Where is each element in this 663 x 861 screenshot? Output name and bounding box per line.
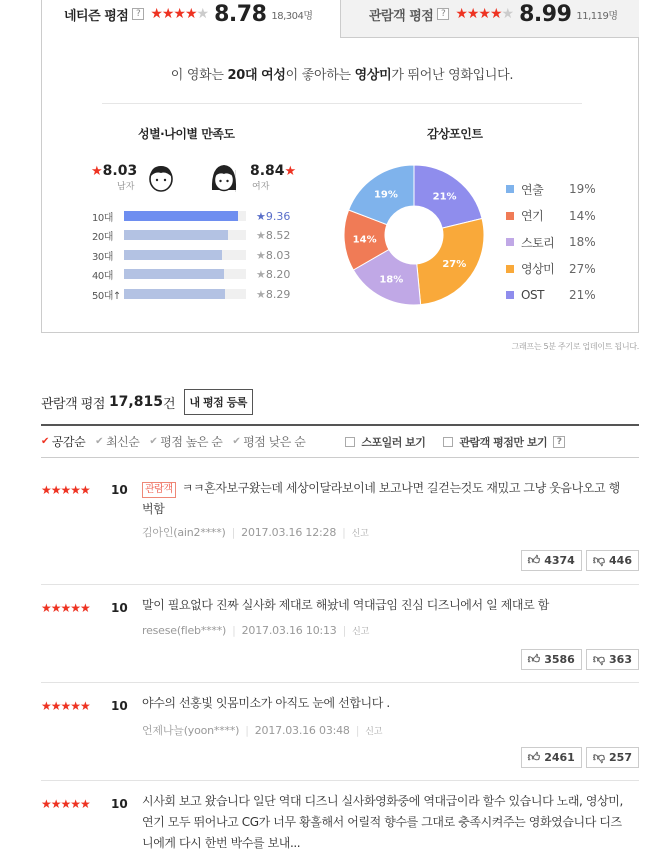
review-body <box>142 478 628 520</box>
age-bar-fill <box>124 289 225 299</box>
review-date: 2017.03.16 03:48 <box>254 724 350 737</box>
legend-item <box>506 282 596 309</box>
like-count: 2461 <box>544 751 575 764</box>
age-label: 40대 <box>92 270 113 282</box>
age-label: 20대 <box>92 231 113 243</box>
star-icon: ★ <box>284 164 297 179</box>
netizen-rating-label: 네티즌 평점 <box>64 8 129 24</box>
check-icon: ✔ <box>95 436 104 447</box>
legend-value: 19% <box>569 182 596 197</box>
legend-item <box>506 229 596 256</box>
review-text: 시사회 보고 왔습니다 일단 역대 디즈니 실사화영화중에 역대급이라 할수 있습니다 노래, 영상미, 연기 모두 뛰어나고 CG가 너무 황홀해서 어릴적 향수를 그대로 충족시켜주는 영화였습니다 디즈니에게 다시 한번 박수를 보내... <box>142 794 623 850</box>
report-link[interactable]: 신고 <box>352 627 370 637</box>
audience-rating-label: 관람객 평점 <box>369 8 434 24</box>
netizen-score: 8.78 <box>214 1 267 27</box>
age-row <box>92 228 290 242</box>
age-score-value: 8.52 <box>265 228 291 242</box>
reviews-count-unit: 건 <box>162 396 176 412</box>
report-link[interactable]: 신고 <box>351 529 369 539</box>
divider: | <box>245 724 249 737</box>
thumbs-down-icon: 👎︎ <box>592 652 606 666</box>
male-label: 남자 <box>117 182 135 192</box>
star-icon: ★★★★ <box>455 6 502 22</box>
help-icon[interactable]: ? <box>437 8 449 20</box>
review-item <box>41 466 639 585</box>
sort-option-label: 평점 높은 순 <box>160 435 223 449</box>
tab-audience-rating[interactable] <box>340 0 639 38</box>
sort-option-label: 평점 낮은 순 <box>243 435 306 449</box>
review-body <box>142 693 628 714</box>
donut-slice-label: 18% <box>379 274 404 286</box>
like-button[interactable] <box>521 649 582 670</box>
legend-label: 연출 <box>521 182 544 197</box>
audience-score: 8.99 <box>519 1 572 27</box>
summary-suffix: 가 뛰어난 영화입니다. <box>391 68 514 83</box>
legend-swatch <box>506 212 514 220</box>
age-bar-fill <box>124 250 222 260</box>
star-icon: ★ <box>256 248 266 262</box>
help-icon[interactable]: ? <box>132 8 144 20</box>
legend-label: 스토리 <box>521 235 555 250</box>
review-date: 2017.03.16 10:13 <box>241 624 337 637</box>
age-bar-track <box>124 230 246 240</box>
legend-item <box>506 256 596 283</box>
dislike-button[interactable] <box>586 550 639 571</box>
thumbs-down-icon: 👎︎ <box>592 553 606 567</box>
summary-mid: 이 좋아하는 <box>285 68 355 83</box>
like-count: 4374 <box>544 554 575 567</box>
audience-only-filter[interactable] <box>443 434 571 450</box>
age-bar-fill <box>124 269 224 279</box>
age-bar-track <box>124 211 246 221</box>
age-score <box>256 249 290 262</box>
sort-option[interactable] <box>41 433 85 450</box>
review-meta <box>142 624 369 637</box>
dislike-count: 363 <box>609 653 632 666</box>
star-empty-icon: ★ <box>196 6 209 22</box>
star-icon: ★ <box>91 164 103 179</box>
sort-option-label: 최신순 <box>106 435 140 449</box>
age-row <box>92 209 290 223</box>
register-rating-button[interactable]: 내 평점 등록 <box>184 389 253 415</box>
female-score-box <box>250 160 296 200</box>
review-score: 10 <box>111 699 128 713</box>
like-button[interactable] <box>521 747 582 768</box>
sort-option[interactable] <box>95 433 139 450</box>
reviews-header <box>41 389 253 415</box>
review-body <box>142 595 628 616</box>
legend-value: 14% <box>569 208 596 223</box>
help-icon[interactable]: ? <box>553 436 565 448</box>
review-item <box>41 683 639 781</box>
divider: | <box>232 624 236 637</box>
report-link[interactable]: 신고 <box>365 727 383 737</box>
legend-item <box>506 176 596 203</box>
legend-label: 영상미 <box>521 262 555 277</box>
star-icon: ★★★★ <box>150 6 197 22</box>
age-bar-track <box>124 289 246 299</box>
legend-swatch <box>506 291 514 299</box>
age-score-value: 9.36 <box>265 209 291 223</box>
graph-update-note: 그래프는 5분 주기로 업데이트 됩니다. <box>511 342 639 351</box>
summary-point: 영상미 <box>354 68 392 83</box>
review-item <box>41 781 639 861</box>
checkbox-icon[interactable] <box>345 437 355 447</box>
sort-option[interactable] <box>149 433 222 450</box>
star-icon: ★ <box>256 287 266 301</box>
age-score <box>256 288 290 301</box>
vote-buttons <box>521 550 639 571</box>
review-meta <box>142 722 382 738</box>
dislike-button[interactable] <box>586 747 639 768</box>
tab-netizen-rating[interactable] <box>42 0 340 38</box>
filter-options <box>345 434 571 450</box>
age-score-value: 8.20 <box>265 267 291 281</box>
male-score: 8.03 <box>102 163 138 179</box>
review-date: 2017.03.16 12:28 <box>241 526 337 539</box>
age-score-value: 8.03 <box>265 248 291 262</box>
dislike-count: 446 <box>609 554 632 567</box>
review-stars: ★★★★★ <box>41 699 90 713</box>
review-author[interactable]: 김아인(ain2****) <box>142 526 226 539</box>
review-stars: ★★★★★ <box>41 483 90 497</box>
age-label: 10대 <box>92 212 113 224</box>
legend-value: 21% <box>569 288 596 303</box>
donut-slice-label: 27% <box>442 259 467 271</box>
star-icon: ★ <box>256 267 266 281</box>
star-icon: ★ <box>256 209 266 223</box>
thumbs-down-icon: 👎︎ <box>592 750 606 764</box>
summary-prefix: 이 영화는 <box>170 68 228 83</box>
reviews-header-title: 관람객 평점 <box>41 396 105 412</box>
age-bar-track <box>124 250 246 260</box>
thumbs-up-icon: 👍︎ <box>527 652 541 666</box>
age-bar-track <box>124 269 246 279</box>
legend-label: OST <box>521 288 544 303</box>
spoiler-filter-label: 스포일러 보기 <box>361 435 426 449</box>
donut-slice-label: 19% <box>373 189 398 201</box>
legend-label: 연기 <box>521 209 544 224</box>
like-button[interactable] <box>521 550 582 571</box>
review-author[interactable]: resese(fleb****) <box>142 624 227 637</box>
thumbs-up-icon: 👍︎ <box>527 750 541 764</box>
legend-swatch <box>506 265 514 273</box>
checkbox-icon[interactable] <box>443 437 453 447</box>
legend-swatch <box>506 185 514 193</box>
divider: | <box>342 624 347 637</box>
divider: | <box>355 724 360 737</box>
audience-only-filter-label: 관람객 평점만 보기 <box>459 435 548 449</box>
age-label: 30대 <box>92 251 113 263</box>
legend-value: 27% <box>569 261 596 276</box>
age-row <box>92 287 290 301</box>
movie-summary <box>102 64 582 104</box>
summary-age: 20대 <box>227 68 258 83</box>
review-stars: ★★★★★ <box>41 797 90 811</box>
age-row <box>92 248 290 262</box>
age-score <box>256 268 290 281</box>
sort-options <box>41 433 315 450</box>
like-count: 3586 <box>544 653 575 666</box>
summary-gender: 여성 <box>261 68 286 83</box>
sort-option[interactable] <box>232 433 305 450</box>
audience-count: 11,119명 <box>576 10 618 22</box>
star-icon: ★ <box>256 228 266 242</box>
review-stars: ★★★★★ <box>41 601 90 615</box>
review-author[interactable]: 언제나늘(yoon****) <box>142 724 240 737</box>
rating-panel <box>41 0 639 333</box>
female-score: 8.84 <box>250 163 285 179</box>
review-score: 10 <box>111 601 128 615</box>
check-icon: ✔ <box>149 436 158 447</box>
gender-age-title: 성별·나이별 만족도 <box>138 127 235 141</box>
netizen-count: 18,304명 <box>271 10 313 22</box>
reviews-count: 17,815 <box>108 394 163 410</box>
thumbs-up-icon: 👍︎ <box>527 553 541 567</box>
donut-slice-label: 21% <box>432 191 457 203</box>
review-text: 말이 필요없다 진짜 실사화 제대로 해놨네 역대급임 진심 디즈니에서 일 제대로 함 <box>142 598 549 612</box>
male-score-box <box>91 160 137 200</box>
legend-value: 18% <box>569 235 596 250</box>
divider: | <box>342 526 346 539</box>
chart-title: 감상포인트 <box>427 127 483 141</box>
review-text: 야수의 선홍빛 잇몸미소가 아직도 눈에 선합니다 . <box>142 696 390 710</box>
male-face-icon <box>146 160 176 196</box>
dislike-button[interactable] <box>586 649 639 670</box>
female-label: 여자 <box>252 182 270 192</box>
donut-slice-label: 14% <box>352 234 377 246</box>
spoiler-filter[interactable] <box>345 434 425 450</box>
check-icon: ✔ <box>41 436 49 447</box>
audience-badge: 관람객 <box>142 482 176 498</box>
vote-buttons <box>521 747 639 768</box>
audience-stars <box>455 6 513 22</box>
check-icon: ✔ <box>232 436 241 447</box>
legend-item <box>506 203 596 230</box>
review-body <box>142 791 628 854</box>
divider: | <box>231 526 236 539</box>
female-face-icon <box>209 160 239 196</box>
review-score: 10 <box>111 483 128 497</box>
review-meta <box>142 524 369 540</box>
review-text: ㅋㅋ혼자보구왔는데 세상이달라보이네 보고나면 길걷는것도 재밌고 그냥 웃음나오고 행벅함 <box>142 481 620 516</box>
viewing-points-donut-chart <box>344 165 484 305</box>
age-score <box>256 210 290 223</box>
chart-legend <box>506 176 596 309</box>
sort-bar <box>41 424 639 458</box>
review-score: 10 <box>111 797 128 811</box>
age-score <box>256 229 290 242</box>
star-empty-icon: ★ <box>501 6 514 22</box>
age-label: 50대↑ <box>92 290 121 302</box>
age-score-value: 8.29 <box>265 287 291 301</box>
sort-option-label: 공감순 <box>51 435 86 449</box>
age-bar-fill <box>124 230 228 240</box>
review-item <box>41 585 639 683</box>
netizen-stars <box>150 6 208 22</box>
legend-swatch <box>506 238 514 246</box>
vote-buttons <box>521 649 639 670</box>
age-row <box>92 267 290 281</box>
dislike-count: 257 <box>609 751 632 764</box>
age-bar-fill <box>124 211 238 221</box>
